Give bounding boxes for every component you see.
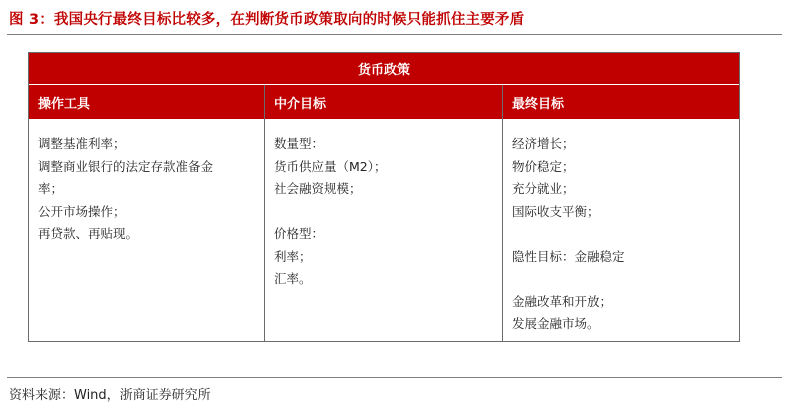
cell-line: 经济增长；: [512, 136, 575, 151]
cell-line: 货币供应量（M2）；: [274, 158, 387, 174]
cell-line: 物价稳定；: [512, 158, 575, 174]
cell-line: 利率；: [274, 248, 312, 264]
column-header-row: [29, 85, 739, 119]
table-header: 货币政策: [29, 53, 739, 85]
figure-title: 图 3：我国央行最终目标比较多，在判断货币政策取向的时候只能抓住主要矛盾: [9, 12, 525, 28]
column-body-final: [503, 133, 739, 336]
cell-line: 价格型：: [274, 226, 325, 241]
cell-line: 率；: [38, 181, 64, 196]
column-body-tools: [29, 133, 265, 246]
cell-line: 再贷款、再贴现。: [38, 226, 139, 241]
cell-line: 调整商业银行的法定存款准备金: [38, 158, 214, 174]
cell-line: 数量型：: [274, 136, 325, 151]
cell-line: 调整基准利率；: [38, 136, 126, 151]
cell-line: 隐性目标：金融稳定: [512, 248, 625, 264]
cell-line: 发展金融市场。: [512, 316, 600, 331]
column-header-intermediate: 中介目标: [274, 96, 327, 112]
cell-line: 社会融资规模；: [274, 181, 362, 196]
cell-line: 汇率。: [274, 271, 312, 286]
cell-line: 金融改革和开放；: [512, 293, 613, 309]
cell-line: 公开市场操作；: [38, 203, 126, 219]
policy-table: [28, 52, 740, 342]
column-header-final: 最终目标: [512, 96, 565, 112]
cell-line: 国际收支平衡；: [512, 203, 600, 219]
source-note: 资料来源：Wind，浙商证券研究所: [9, 388, 211, 403]
column-body-intermediate: [265, 133, 503, 291]
blank-line: [274, 201, 503, 224]
bottom-divider: [7, 377, 782, 378]
blank-line: [512, 223, 739, 246]
top-divider: [7, 34, 782, 35]
column-header-tools: 操作工具: [38, 96, 91, 112]
blank-line: [512, 268, 739, 291]
cell-line: 充分就业；: [512, 181, 575, 196]
